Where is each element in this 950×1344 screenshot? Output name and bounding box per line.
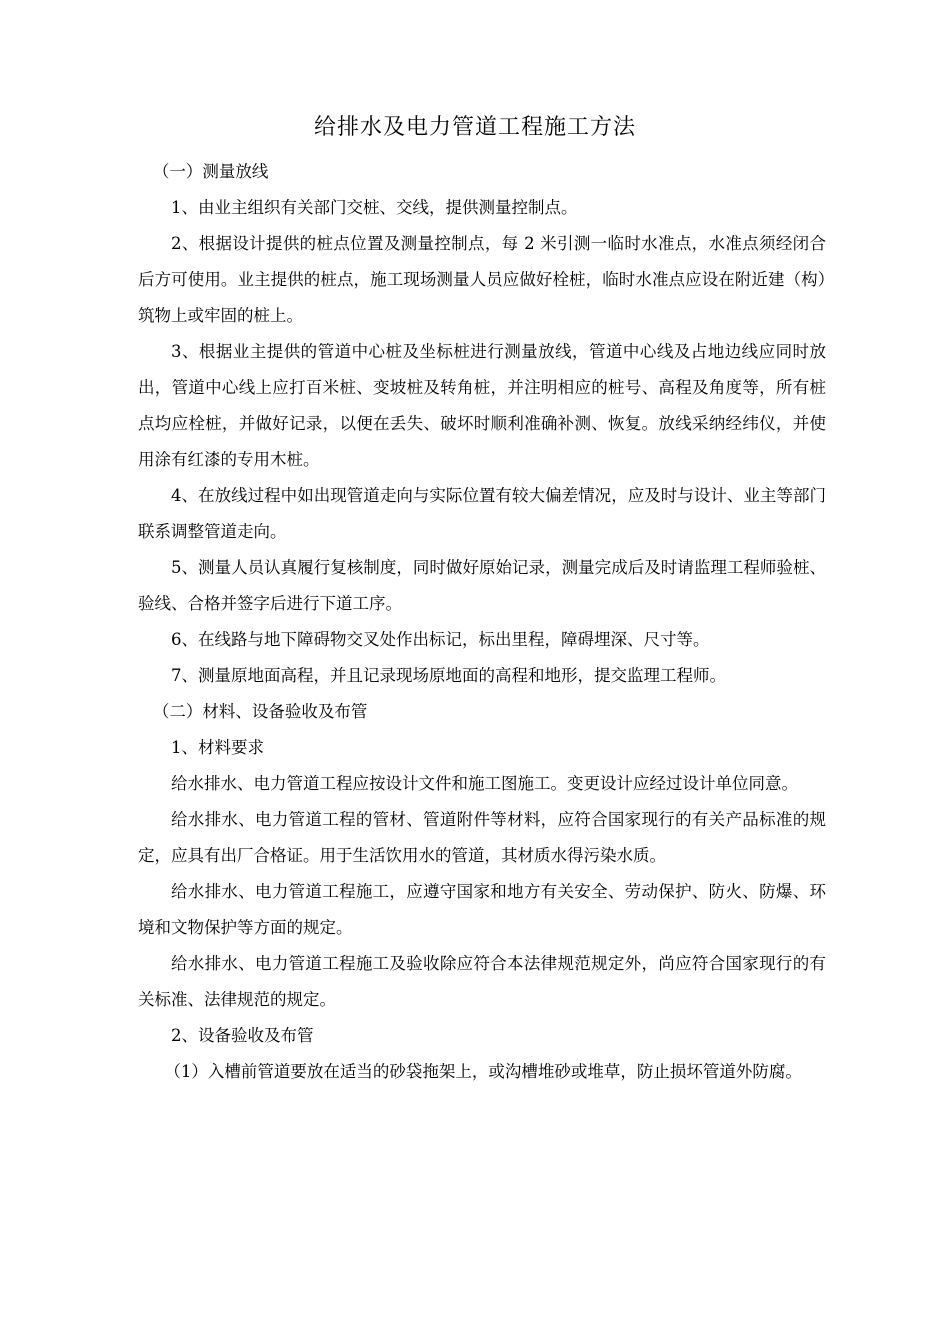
- paragraph: 给水排水、电力管道工程的管材、管道附件等材料，应符合国家现行的有关产品标准的规定，应具有出厂合格证。用于生活饮用水的管道，其材质水得污染水质。: [138, 810, 826, 865]
- paragraph: 6、在线路与地下障碍物交叉处作出标记，标出里程，障碍埋深、尺寸等。: [171, 630, 710, 649]
- paragraph: 给水排水、电力管道工程应按设计文件和施工图施工。变更设计应经过设计单位同意。: [171, 774, 798, 793]
- paragraph: 1、由业主组织有关部门交桩、交线，提供测量控制点。: [171, 198, 578, 217]
- paragraph: 7、测量原地面高程，并且记录现场原地面的高程和地形，提交监理工程师。: [171, 666, 726, 685]
- subheading-equipment-acceptance: 2、设备验收及布管: [171, 1026, 314, 1045]
- paragraph: 5、测量人员认真履行复核制度，同时做好原始记录，测量完成后及时请监理工程师验桩、验线、合格并签字后进行下道工序。: [138, 558, 826, 613]
- subheading-material-requirements: 1、材料要求: [171, 738, 264, 757]
- document-body: [138, 154, 826, 1090]
- section-heading-survey: （一）测量放线: [152, 162, 269, 181]
- document-title: 给排水及电力管道工程施工方法: [313, 115, 636, 140]
- paragraph: 4、在放线过程中如出现管道走向与实际位置有较大偏差情况，应及时与设计、业主等部门联系调整管道走向。: [138, 486, 826, 541]
- paragraph: 给水排水、电力管道工程施工，应遵守国家和地方有关安全、劳动保护、防火、防爆、环境和文物保护等方面的规定。: [138, 882, 826, 937]
- paragraph: （1）入槽前管道要放在适当的砂袋拖架上，或沟槽堆砂或堆草，防止损坏管道外防腐。: [164, 1062, 802, 1081]
- paragraph: 2、根据设计提供的桩点位置及测量控制点，每 2 米引测一临时水准点，水准点须经闭合后方可使用。业主提供的桩点，施工现场测量人员应做好栓桩，临时水准点应设在附近建（构）筑物上或牢固的桩上。: [138, 234, 826, 325]
- paragraph: 给水排水、电力管道工程施工及验收除应符合本法律规范规定外，尚应符合国家现行的有关标准、法律规范的规定。: [138, 954, 826, 1009]
- section-heading-materials: （二）材料、设备验收及布管: [152, 702, 368, 721]
- paragraph: 3、根据业主提供的管道中心桩及坐标桩进行测量放线，管道中心线及占地边线应同时放出，管道中心线上应打百米桩、变坡桩及转角桩，并注明相应的桩号、高程及角度等，所有桩点均应栓桩，并做好记录，以便在丢失、破坏时顺利准确补测、恢复。放线采纳经纬仪，并使用涂有红漆的专用木桩。: [138, 342, 826, 469]
